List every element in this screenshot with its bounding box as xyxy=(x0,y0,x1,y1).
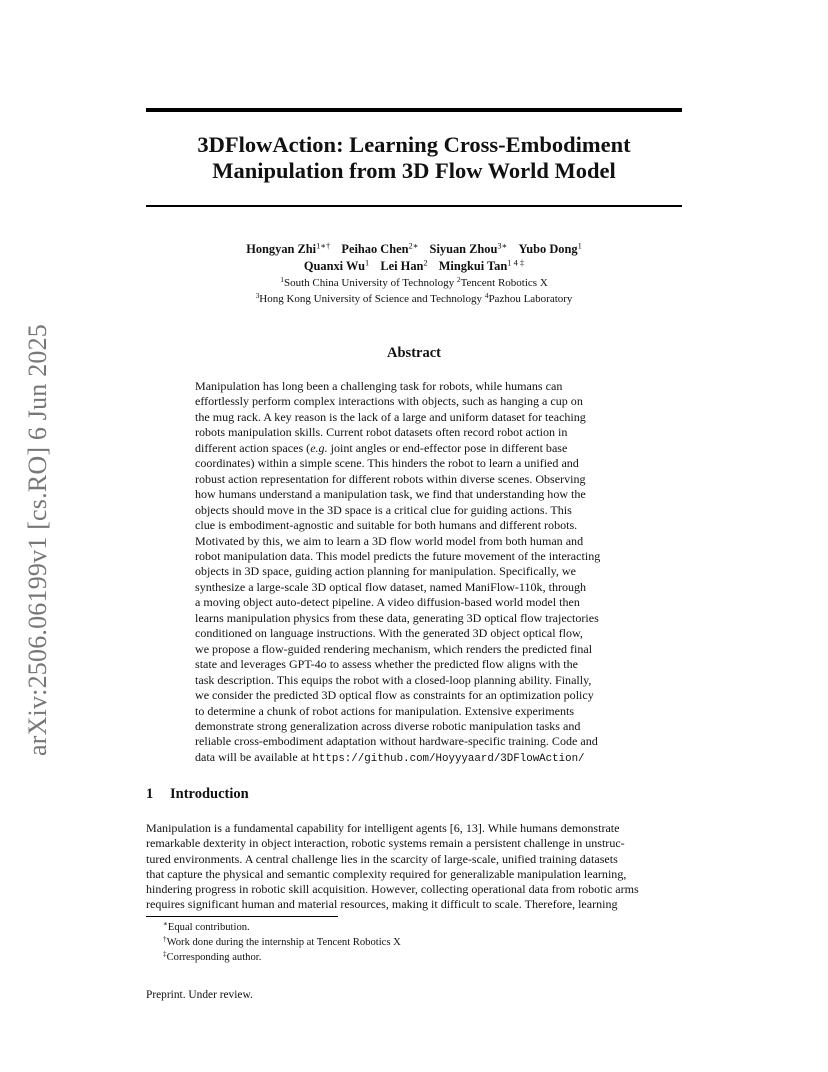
affiliation-line: $^3$Hong Kong University of Science and Technology $^4$Pazhou Laboratory xyxy=(255,290,573,305)
abstract-line: different action spaces (e.g. joint angles or end-effector pose in different base xyxy=(195,440,568,455)
footnote: ∗Equal contribution. xyxy=(163,920,250,933)
abstract-line: the mug rack. A key reason is the lack of a large and uniform dataset for teaching xyxy=(195,409,586,424)
introduction-body xyxy=(146,821,684,913)
author: Hongyan Zhi$^{1∗\dagger}$ xyxy=(246,240,331,256)
abstract-heading: Abstract xyxy=(387,345,441,361)
intro-line: that capture the physical and semantic complexity required for generalizable manipulation learning, xyxy=(146,866,627,881)
section-number: 1 xyxy=(146,786,154,802)
abstract-line: robot manipulation data. This model predicts the future movement of the interacting xyxy=(195,548,601,563)
abstract-line: learns manipulation physics from these data, generating 3D optical flow trajectories xyxy=(195,610,599,625)
title-line: 3DFlowAction: Learning Cross-Embodiment xyxy=(197,132,631,157)
author-line xyxy=(146,241,682,258)
author-line xyxy=(146,258,682,275)
affiliation-line: $^1$South China University of Technology $^2$Tencent Robotics X xyxy=(280,274,548,289)
abstract-line: reliable cross-embodiment adaptation without hardware-specific training. Code and xyxy=(195,734,598,749)
footnote-rule xyxy=(146,916,338,917)
abstract-line: robust action representation for different robots within diverse scenes. Observing xyxy=(195,471,586,486)
abstract-line: Manipulation has long been a challenging task for robots, while humans can xyxy=(195,379,563,393)
abstract-line: how humans understand a manipulation task, we find that understanding how the xyxy=(195,487,586,502)
abstract-line: objects in 3D space, guiding action planning for manipulation. Specifically, we xyxy=(195,564,576,579)
paper-title xyxy=(146,132,682,184)
author: Lei Han$^2$ xyxy=(380,257,428,273)
abstract-line: we consider the predicted 3D optical flow as constraints for an optimization policy xyxy=(195,688,594,703)
arxiv-identifier: arXiv:2506.06199v1 [cs.RO] 6 Jun 2025 xyxy=(23,323,52,757)
abstract-line: demonstrate strong generalization across diverse robotic manipulation tasks and xyxy=(195,718,581,733)
intro-line: hindering progress in robotic skill acquisition. However, collecting operational data from robotic arms xyxy=(146,882,639,896)
title-line: Manipulation from 3D Flow World Model xyxy=(212,158,616,183)
abstract-line: to determine a chunk of robot actions for manipulation. Extensive experiments xyxy=(195,703,575,718)
abstract-line: Motivated by this, we aim to learn a 3D flow world model from both human and xyxy=(195,533,584,548)
abstract-line: effortlessly perform complex interactions with objects, such as hanging a cup on xyxy=(195,394,583,409)
author: Siyuan Zhou$^{3∗}$ xyxy=(429,240,508,256)
abstract-line: robots manipulation skills. Current robot datasets often record robot action in xyxy=(195,425,568,440)
abstract-line: clue is embodiment-agnostic and suitable for both humans and different robots. xyxy=(195,518,578,533)
intro-line: requires significant human and material resources, making it difficult to scale. Therefore, learning xyxy=(146,897,618,912)
title-top-rule xyxy=(146,108,682,112)
code-url-link[interactable]: https://github.com/Hoyyyaard/3DFlowAction/ xyxy=(312,752,585,765)
footnote: ‡Corresponding author. xyxy=(163,950,262,963)
intro-line: remarkable dexterity in object interaction, robotic systems remain a persistent challenge in unstruc- xyxy=(146,836,625,851)
section-title: Introduction xyxy=(170,786,249,802)
intro-line: tured environments. A central challenge lies in the scarcity of large-scale, unified training datasets xyxy=(146,851,618,866)
abstract-line: synthesize a large-scale 3D optical flow dataset, named ManiFlow-110k, through xyxy=(195,579,587,594)
author: Mingkui Tan$^{1 4 \ddagger}$ xyxy=(438,257,525,273)
abstract-line: we propose a flow-guided rendering mechanism, which renders the predicted final xyxy=(195,641,593,656)
abstract-body xyxy=(195,379,633,767)
abstract-line: a moving object auto-detect pipeline. A video diffusion-based world model then xyxy=(195,595,580,610)
abstract-line: coordinates) within a simple scene. This hinders the robot to learn a unified and xyxy=(195,456,579,471)
author: Peihao Chen$^{2∗}$ xyxy=(341,240,419,256)
title-bottom-rule xyxy=(146,205,682,207)
footnotes xyxy=(163,920,401,965)
intro-line: Manipulation is a fundamental capability for intelligent agents [6, 13]. While humans demonstrate xyxy=(146,821,620,835)
author: Quanxi Wu$^1$ xyxy=(303,257,370,273)
footnote: †Work done during the internship at Tencent Robotics X xyxy=(163,935,401,948)
section-heading-introduction xyxy=(146,786,249,803)
preprint-note: Preprint. Under review. xyxy=(146,989,253,1001)
author: Yubo Dong$^1$ xyxy=(518,240,582,256)
abstract-line: conditioned on language instructions. With the generated 3D object optical flow, xyxy=(195,626,583,641)
abstract-line: data will be available at https://github.com/Hoyyyaard/3DFlowAction/ xyxy=(195,749,585,765)
abstract-line: objects should move in the 3D space is a critical clue for guiding actions. This xyxy=(195,502,572,517)
abstract-line: task description. This equips the robot with a closed-loop planning ability. Finally, xyxy=(195,672,592,687)
author-block xyxy=(146,241,682,307)
abstract-line: state and leverages GPT-4o to assess whether the predicted flow aligns with the xyxy=(195,657,578,672)
